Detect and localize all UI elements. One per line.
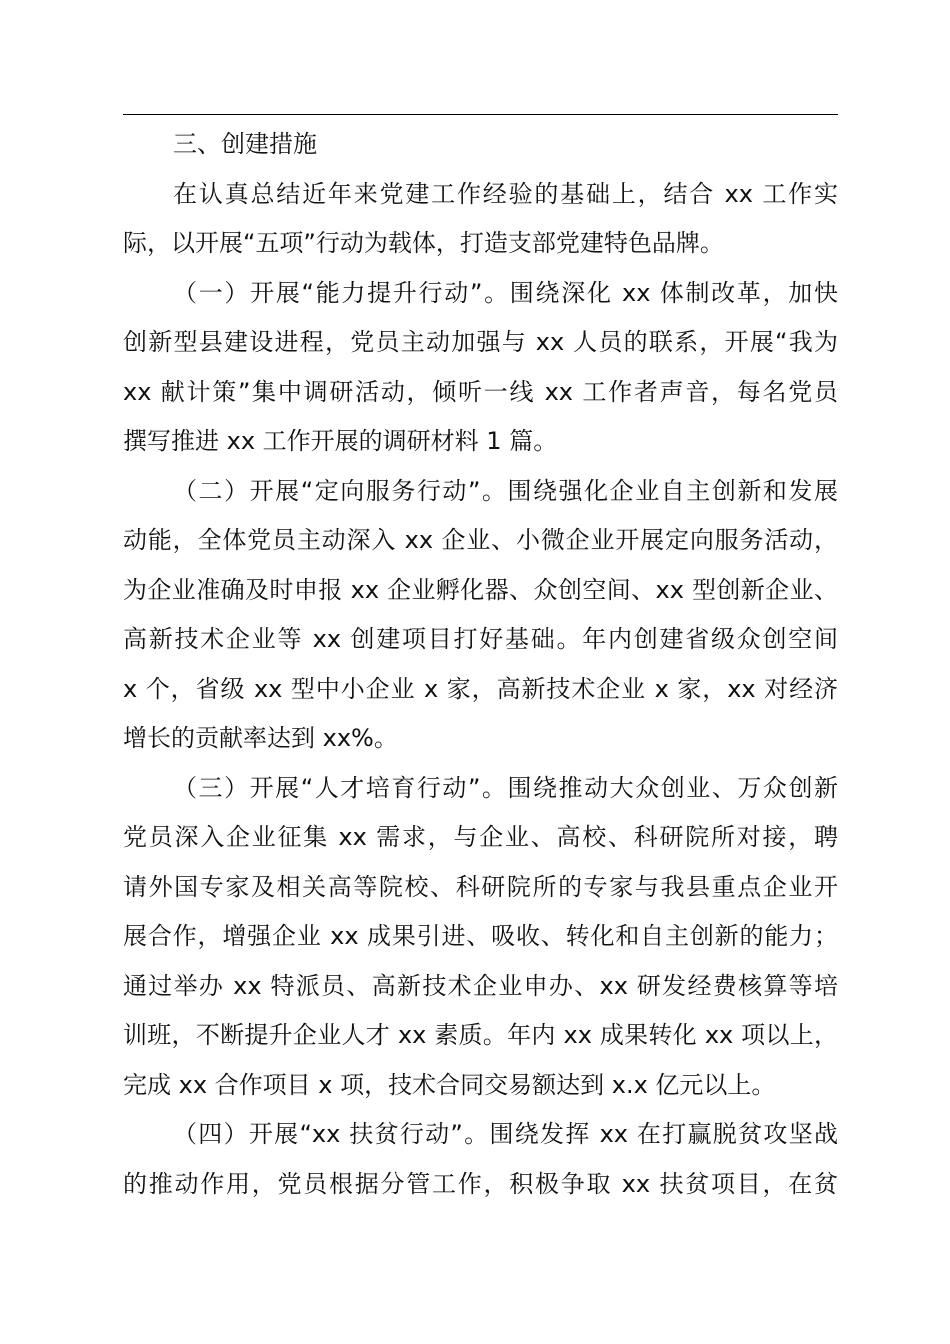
paragraph-line: 完成 xx 合作项目 x 项，技术合同交易额达到 x.x 亿元以上。: [123, 1070, 776, 1099]
paragraph-line: 为企业准确及时申报 xx 企业孵化器、众创空间、xx 型创新企业、: [123, 575, 838, 604]
paragraph-line: xx 献计策”集中调研活动，倾听一线 xx 工作者声音，每名党员: [123, 377, 838, 406]
paragraph-line: 展合作，增强企业 xx 成果引进、吸收、转化和自主创新的能力；: [123, 922, 838, 950]
paragraph-line: 在认真总结近年来党建工作经验的基础上，结合 xx 工作实: [173, 179, 838, 208]
paragraph-line: 的推动作用，党员根据分管工作，积极争取 xx 扶贫项目，在贫: [123, 1169, 838, 1198]
paragraph-line: （三）开展“人才培育行动”。围绕推动大众创业、万众创新: [173, 773, 838, 802]
document-body: [123, 120, 838, 1209]
paragraph-line: 增长的贡献率达到 xx%。: [123, 724, 398, 752]
paragraph-line: x 个，省级 xx 型中小企业 x 家，高新技术企业 x 家，xx 对经济: [123, 674, 838, 703]
paragraph-line: 党员深入企业征集 xx 需求，与企业、高校、科研院所对接，聘: [123, 823, 838, 851]
paragraph-line: 通过举办 xx 特派员、高新技术企业申办、xx 研发经费核算等培: [123, 971, 838, 1000]
header-rule: [123, 114, 838, 115]
paragraph-line: （四）开展“xx 扶贫行动”。围绕发挥 xx 在打赢脱贫攻坚战: [173, 1120, 838, 1148]
paragraph-line: （一）开展“能力提升行动”。围绕深化 xx 体制改革，加快: [173, 278, 838, 307]
paragraph-line: 训班，不断提升企业人才 xx 素质。年内 xx 成果转化 xx 项以上，: [123, 1021, 838, 1049]
section-heading: 三、创建措施: [173, 130, 317, 158]
paragraph-line: 创新型县建设进程，党员主动加强与 xx 人员的联系，开展“我为: [123, 328, 838, 356]
paragraph-line: 高新技术企业等 xx 创建项目打好基础。年内创建省级众创空间: [123, 625, 838, 653]
paragraph-line: 动能，全体党员主动深入 xx 企业、小微企业开展定向服务活动，: [123, 526, 838, 554]
paragraph-line: 请外国专家及相关高等院校、科研院所的专家与我县重点企业开: [123, 872, 838, 901]
paragraph-line: 际，以开展“五项”行动为载体，打造支部党建特色品牌。: [123, 229, 724, 257]
paragraph-line: 撰写推进 xx 工作开展的调研材料 1 篇。: [123, 427, 558, 455]
paragraph-line: （二）开展“定向服务行动”。围绕强化企业自主创新和发展: [173, 476, 838, 505]
